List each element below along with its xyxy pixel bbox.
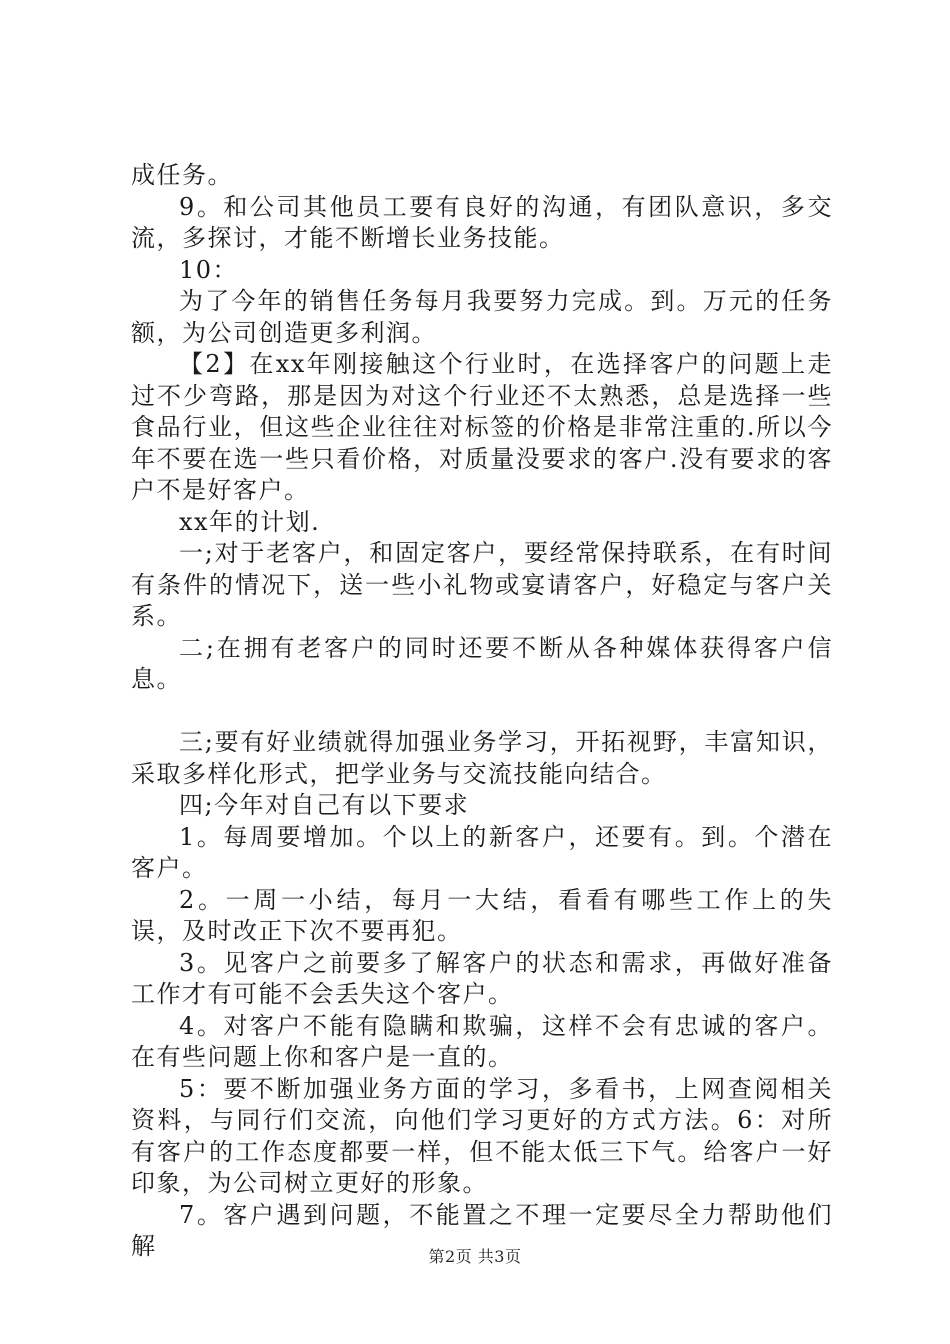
- page-footer: 第2页 共3页: [428, 1247, 522, 1266]
- paragraph-req-4: 4。对客户不能有隐瞒和欺骗，这样不会有忠诚的客户。在有些问题上你和客户是一直的。: [131, 1011, 833, 1071]
- paragraph-req-3: 3。见客户之前要多了解客户的状态和需求，再做好准备工作才有可能不会丢失这个客户。: [131, 948, 833, 1008]
- document-body: [131, 160, 833, 1263]
- paragraph-plan-2: 二;在拥有老客户的同时还要不断从各种媒体获得客户信息。: [131, 633, 833, 693]
- blank-line: [131, 696, 833, 728]
- paragraph-req-7: 7。客户遇到问题，不能置之不理一定要尽全力帮助他们解: [131, 1200, 833, 1260]
- paragraph-plan-1: 一;对于老客户，和固定客户，要经常保持联系，在有时间有条件的情况下，送一些小礼物或宴请客户，好稳定与客户关系。: [131, 539, 833, 630]
- paragraph-req-5-6: 5：要不断加强业务方面的学习，多看书，上网查阅相关资料，与同行们交流，向他们学习更好的方式方法。6：对所有客户的工作态度都要一样，但不能太低三下气。给客户一好印象，为公司树立更好的形象。: [131, 1074, 833, 1197]
- paragraph-section-2: 【2】在xx年刚接触这个行业时，在选择客户的问题上走过不少弯路，那是因为对这个行业还不太熟悉，总是选择一些食品行业，但这些企业往往对标签的价格是非常注重的.所以今年不要在选一些只看价格，对质量没要求的客户.没有要求的客户不是好客户。: [131, 350, 833, 504]
- paragraph-plan-3: 三;要有好业绩就得加强业务学习，开拓视野，丰富知识，采取多样化形式，把学业务与交流技能向结合。: [131, 728, 833, 788]
- paragraph-plan-4: 四;今年对自己有以下要求: [179, 791, 470, 819]
- paragraph-continuation: 成任务。: [131, 161, 233, 189]
- paragraph-req-1: 1。每周要增加。个以上的新客户，还要有。到。个潜在客户。: [131, 822, 833, 882]
- paragraph-sales-target: 为了今年的销售任务每月我要努力完成。到。万元的任务额，为公司创造更多利润。: [131, 287, 833, 347]
- paragraph-item-10: 10：: [179, 255, 239, 284]
- paragraph-plan-heading: xx年的计划.: [179, 507, 321, 536]
- paragraph-item-9: 9。和公司其他员工要有良好的沟通，有团队意识，多交流，多探讨，才能不断增长业务技能。: [131, 192, 833, 252]
- paragraph-req-2: 2。一周一小结，每月一大结，看看有哪些工作上的失误，及时改正下次不要再犯。: [131, 885, 833, 945]
